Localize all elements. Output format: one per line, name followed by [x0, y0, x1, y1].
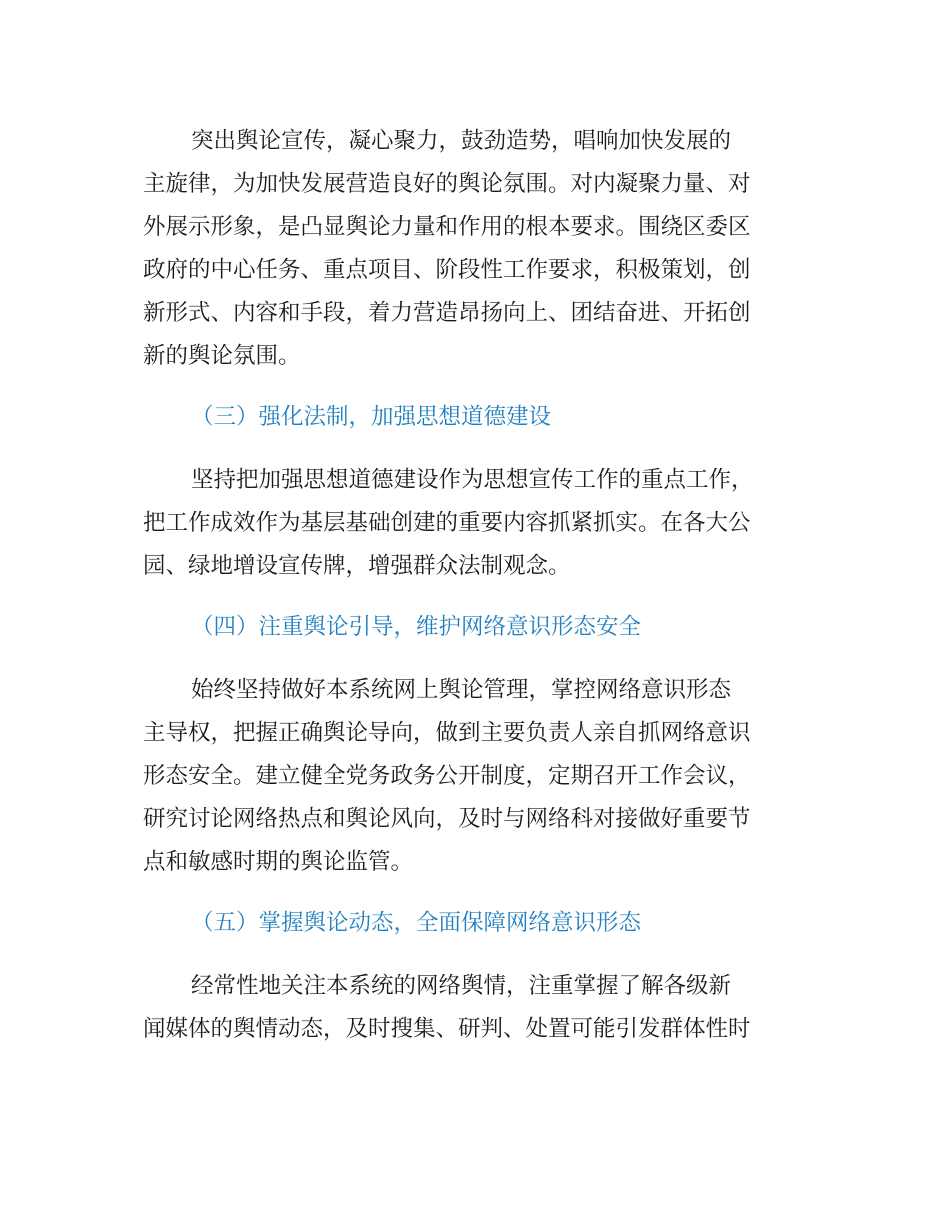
paragraph-line: 园、绿地增设宣传牌，增强群众法制观念。	[143, 553, 571, 579]
paragraph-line: 研究讨论网络热点和舆论风向，及时与网络科对接做好重要节	[143, 806, 751, 832]
section-heading: （四）注重舆论引导，维护网络意识形态安全	[191, 614, 642, 640]
paragraph-line: 闻媒体的舆情动态，及时搜集、研判、处置可能引发群体性时	[143, 1016, 751, 1042]
paragraph-line: 经常性地关注本系统的网络舆情，注重掌握了解各级新	[191, 973, 732, 999]
paragraph-line: 主导权，把握正确舆论导向，做到主要负责人亲自抓网络意识	[143, 720, 751, 746]
section-heading: （五）掌握舆论动态，全面保障网络意识形态	[191, 910, 642, 936]
paragraph-line: 外展示形象，是凸显舆论力量和作用的根本要求。围绕区委区	[143, 214, 751, 240]
paragraph-line: 始终坚持做好本系统网上舆论管理，掌控网络意识形态	[191, 677, 732, 703]
paragraph-line: 新形式、内容和手段，着力营造昂扬向上、团结奋进、开拓创	[143, 300, 751, 326]
paragraph-line: 新的舆论氛围。	[143, 343, 301, 369]
paragraph-line: 形态安全。建立健全党务政务公开制度，定期召开工作会议，	[143, 763, 751, 789]
paragraph-line: 把工作成效作为基层基础创建的重要内容抓紧抓实。在各大公	[143, 510, 751, 536]
paragraph-line: 主旋律，为加快发展营造良好的舆论氛围。对内凝聚力量、对	[143, 171, 751, 197]
paragraph-line: 突出舆论宣传，凝心聚力，鼓劲造势，唱响加快发展的	[191, 128, 732, 154]
section-heading: （三）强化法制，加强思想道德建设	[191, 404, 552, 430]
paragraph-line: 点和敏感时期的舆论监管。	[143, 849, 414, 875]
paragraph-line: 坚持把加强思想道德建设作为思想宣传工作的重点工作，	[191, 467, 754, 493]
paragraph-line: 政府的中心任务、重点项目、阶段性工作要求，积极策划，创	[143, 257, 751, 283]
